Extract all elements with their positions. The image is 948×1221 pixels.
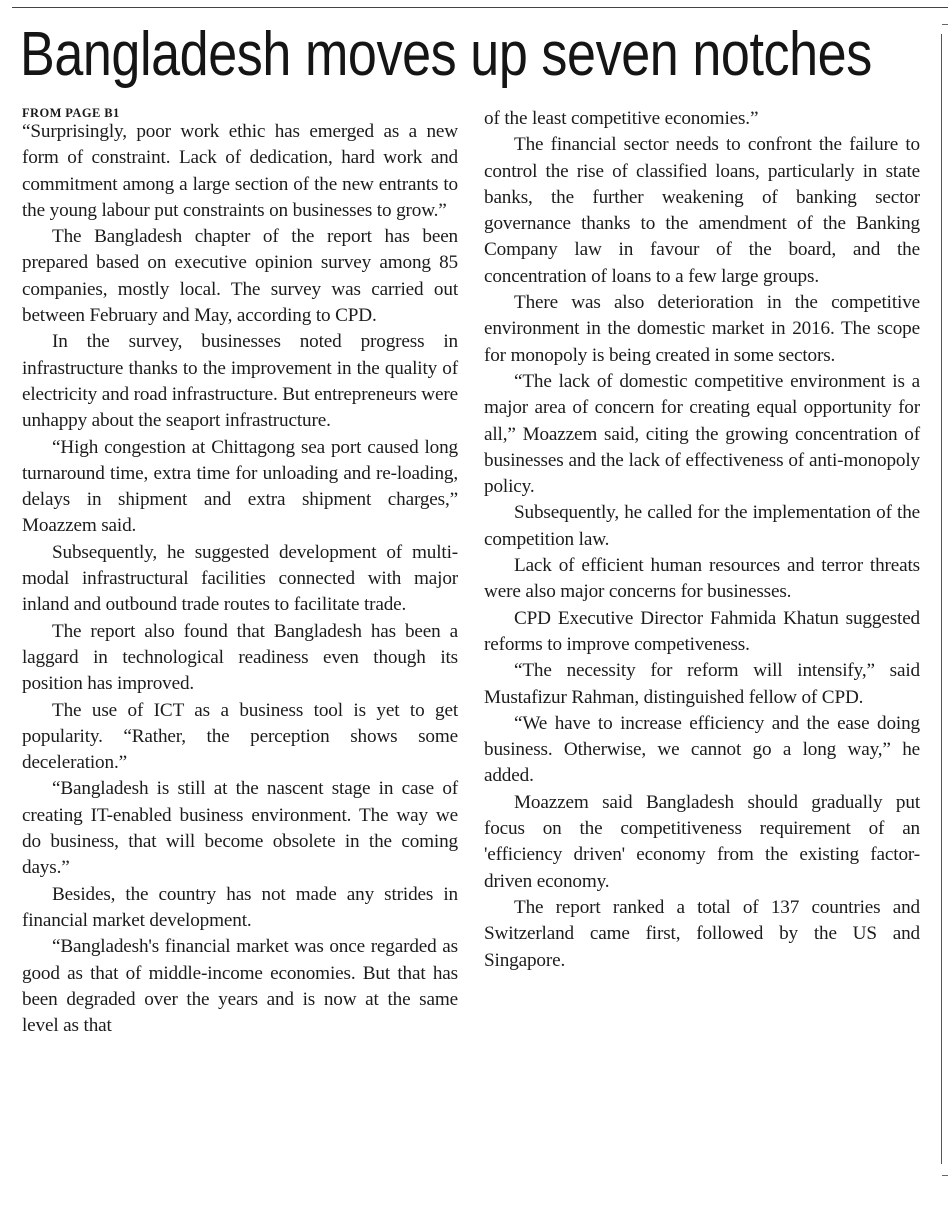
paragraph: The financial sector needs to confront the failure to control the rise of classified loans, particularly in state banks, the further weakening of banking sector governance thanks to the amendment of the Banking Company law in favour of the board, and the concentration of loans to a few large groups. — [484, 134, 920, 287]
paragraph: Besides, the country has not made any strides in financial market development. — [22, 883, 458, 931]
paragraph: “Bangladesh's financial market was once regarded as good as that of middle-income economies. But that has been degraded over the years and is now at the same level as that — [22, 936, 458, 1037]
paragraph: Subsequently, he called for the implementation of the competition law. — [484, 502, 920, 550]
clipping-side-rule — [941, 34, 942, 1164]
clipping-top-rule — [12, 7, 948, 8]
clipping-edge-mark-top — [942, 24, 948, 45]
clipping-edge-mark-bottom — [942, 1175, 948, 1188]
paragraph: Moazzem said Bangladesh should gradually put focus on the competitiveness requirement of an 'efficiency driven' economy from the existing factor-driven economy. — [484, 791, 920, 892]
article-headline: Bangladesh moves up seven notches — [20, 20, 872, 89]
paragraph: The report ranked a total of 137 countries and Switzerland came first, followed by the US and Singapore. — [484, 896, 920, 971]
article-column-right — [484, 106, 920, 974]
paragraph: “The necessity for reform will intensify,” said Mustafizur Rahman, distinguished fellow of CPD. — [484, 660, 920, 708]
paragraph: “Bangladesh is still at the nascent stage in case of creating IT-enabled business environment. The way we do business, that will become obsolete in the coming days.” — [22, 778, 458, 879]
paragraph: Lack of efficient human resources and terror threats were also major concerns for businesses. — [484, 555, 920, 603]
paragraph: Subsequently, he suggested development of multi-modal infrastructural facilities connected with major inland and outbound trade routes to facilitate trade. — [22, 541, 458, 616]
paragraph: The report also found that Bangladesh has been a laggard in technological readiness even though its position has improved. — [22, 620, 458, 695]
paragraph: “High congestion at Chittagong sea port caused long turnaround time, extra time for unloading and re-loading, delays in shipment and extra shipment charges,” Moazzem said. — [22, 436, 458, 537]
paragraph: “Surprisingly, poor work ethic has emerged as a new form of constraint. Lack of dedication, hard work and commitment among a large section of the new entrants to the young labour put constraints on businesses to grow.” — [22, 121, 458, 221]
paragraph: There was also deterioration in the competitive environment in the domestic market in 2016. The scope for monopoly is being created in some sectors. — [484, 292, 920, 366]
paragraph-continued: of the least competitive economies.” — [484, 108, 759, 129]
paragraph: “We have to increase efficiency and the ease doing business. Otherwise, we cannot go a long way,” he added. — [484, 712, 920, 787]
paragraph: The Bangladesh chapter of the report has been prepared based on executive opinion survey among 85 companies, mostly local. The survey was carried out between February and May, according to CPD. — [22, 226, 458, 327]
paragraph: In the survey, businesses noted progress in infrastructure thanks to the improvement in the quality of electricity and road infrastructure. But entrepreneurs were unhappy about the seaport infrastructure. — [22, 331, 458, 432]
paragraph: “The lack of domestic competitive environment is a major area of concern for creating equal opportunity for all,” Moazzem said, citing the growing concentration of businesses and the lack of effectiveness of anti-monopoly policy. — [484, 370, 920, 498]
article-column-left — [22, 106, 458, 1039]
paragraph: The use of ICT as a business tool is yet to get popularity. “Rather, the perception shows some deceleration.” — [22, 699, 458, 774]
jump-line: FROM PAGE B1 — [22, 106, 120, 120]
paragraph: CPD Executive Director Fahmida Khatun suggested reforms to improve competiveness. — [484, 607, 920, 655]
